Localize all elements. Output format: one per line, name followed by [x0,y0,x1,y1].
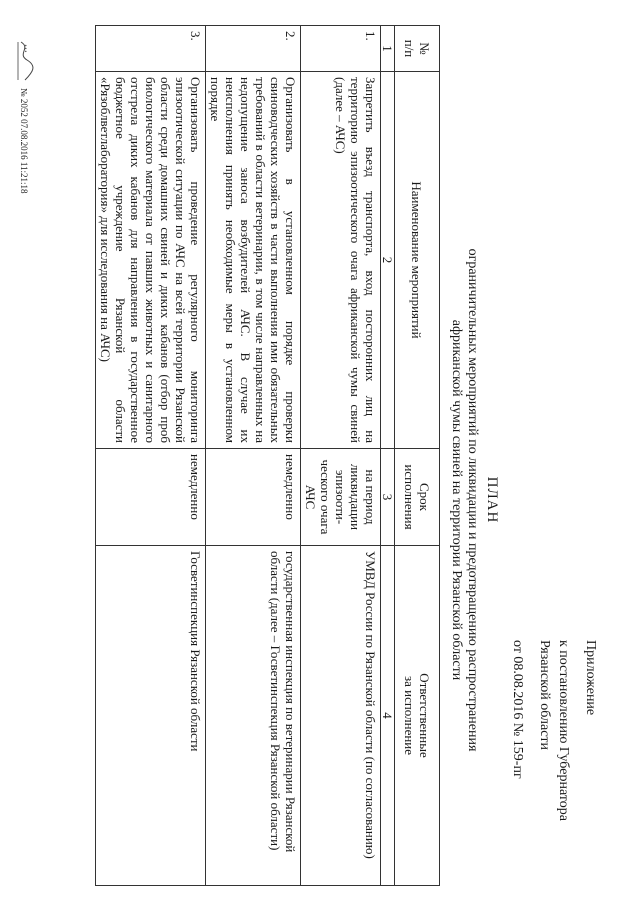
svg-text:•••: ••• [22,44,28,53]
registration-footer [11,40,35,370]
signature-stamp-icon [15,40,35,82]
registration-number: № 2052 07.08.2016 11:21:18 [19,88,29,194]
plan-title-block [448,180,500,820]
row-number: 1. [301,26,381,72]
plan-subtitle-line: ограничительных мероприятий по ликвидации и предотвращению распространения [465,248,480,752]
table-row [206,26,301,886]
header-responsible: Ответственные за исполнение [395,546,440,886]
row-responsible: Госветинспекция Рязанской области [96,546,206,886]
plan-subtitle [448,180,480,820]
row-number: 2. [206,26,301,72]
column-number: 2 [381,72,395,449]
table-row [301,26,381,886]
header-term: Срок исполнения [395,449,440,546]
row-term: немедленно [96,449,206,546]
appendix-resolution-line: к постановлению Губернатора [556,640,571,821]
header-number: № п/п [395,26,440,72]
plan-title: ПЛАН [484,476,500,524]
appendix-date-number: от 08.08.2016 № 159-пг [510,640,525,779]
row-term: немедленно [206,449,301,546]
appendix-block [508,640,600,880]
header-action: Наименование мероприятий [395,72,440,449]
table-row [96,26,206,886]
plan-subtitle-line: африканской чумы свиней на территории Рязанской области [449,319,464,681]
table-header-row [395,26,440,886]
appendix-region-line: Рязанской области [537,640,552,751]
row-number: 3. [96,26,206,72]
column-number: 4 [381,546,395,886]
column-number: 3 [381,449,395,546]
row-action: Запретить въезд транспорта, вход посторонних лиц на территорию эпизоотического очага африканской чумы свиней (далее – АЧС) [301,72,381,449]
row-responsible: УМВД России по Рязанской области (по согласованию) [301,546,381,886]
row-action: Организовать проведение регулярного мониторинга эпизоотической ситуации по АЧС на всей территории Рязанской области среди домашних свиней и диких кабанов (отбор проб биологического материала от павших животных и санитарного отстрела диких кабанов для направления в государственное бюджетное учреждение Рязанской области «Рязоблветлаборатория» для исследования на АЧС) [96,72,206,449]
row-term: на период ликвидации эпизооти-ческого очага АЧС [301,449,381,546]
measures-table [95,25,440,886]
appendix-heading: Приложение [583,640,598,716]
row-responsible: государственная инспекция по ветеринарии Рязанской области (далее – Госветинспекция Рязанской области) [206,546,301,886]
row-action: Организовать в установленном порядке проверки свиноводческих хозяйств в части выполнения ими обязательных требований в области ветеринарии, в том числе направленных на недопущение заноса возбудителей АЧС. В случае их неисполнения принять необходимые меры в установленном порядке [206,72,301,449]
column-number-row [381,26,395,886]
column-number: 1 [381,26,395,72]
